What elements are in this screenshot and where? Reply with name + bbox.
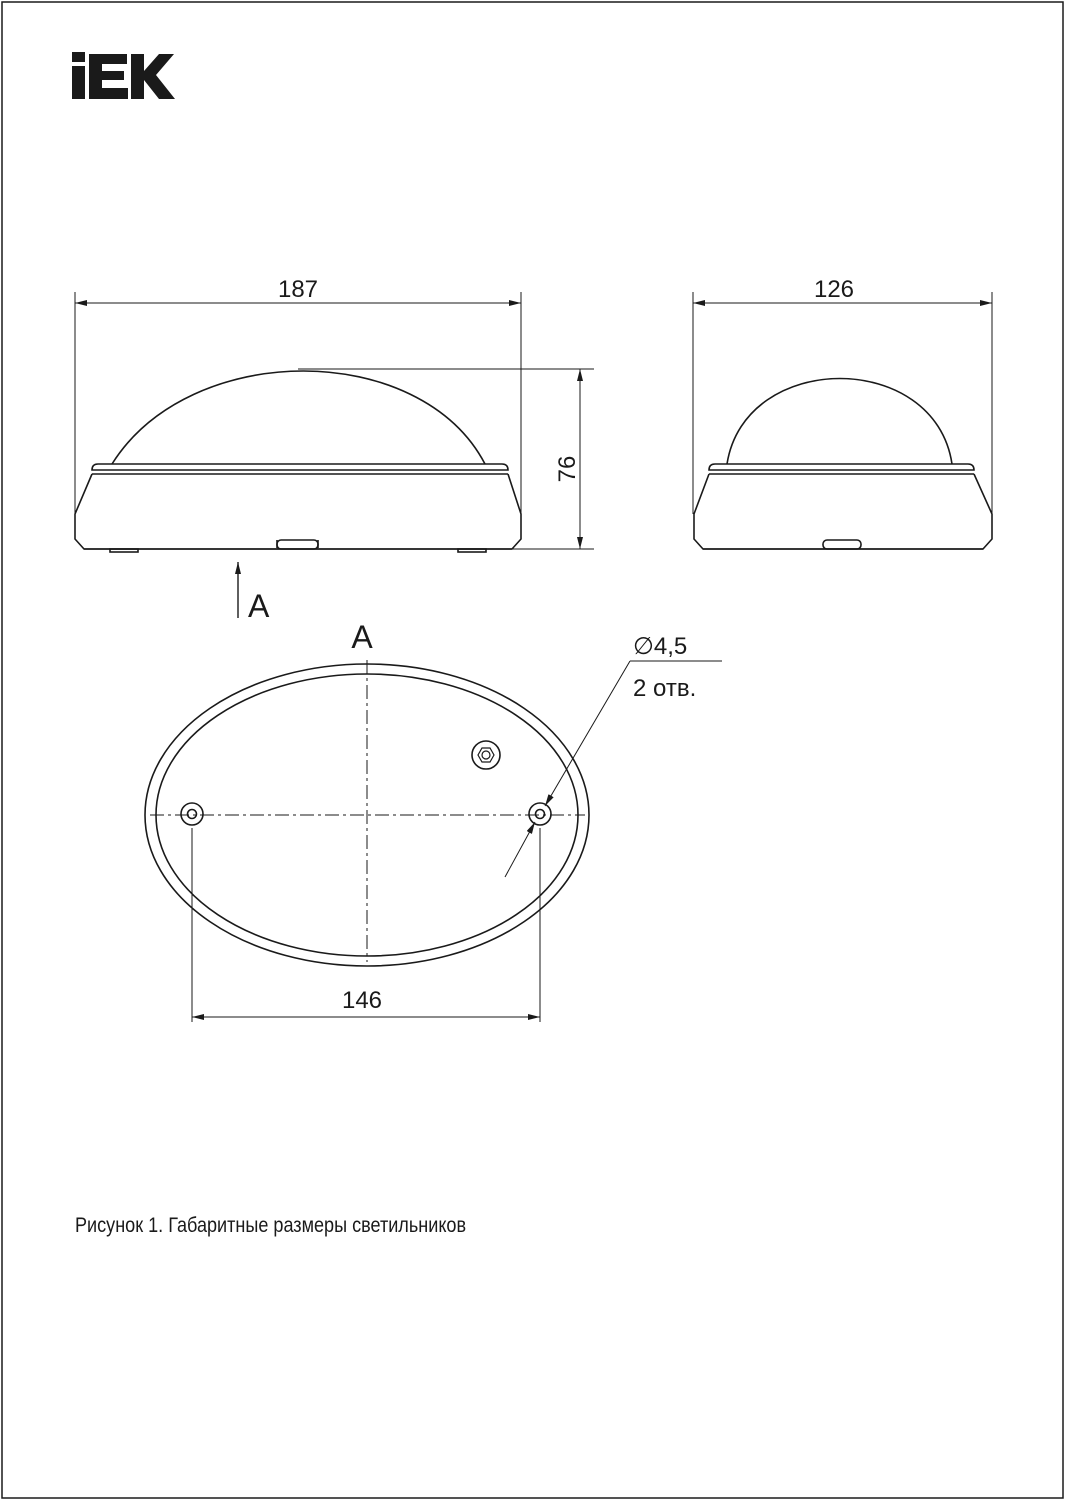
- bottom-view: [145, 660, 589, 966]
- front-width-label: 187: [277, 276, 319, 303]
- figure-caption: Рисунок 1. Габаритные размеры светильников: [75, 1214, 467, 1237]
- iek-logo: [72, 52, 175, 99]
- view-a-arrow-label: A: [248, 588, 270, 624]
- side-width-dimension: [693, 292, 992, 514]
- sheet-border: [2, 2, 1063, 1498]
- side-width-label: 126: [813, 276, 855, 303]
- hole-diameter-label: ∅4,5: [633, 633, 688, 660]
- height-dimension: [298, 369, 594, 549]
- side-view: [694, 379, 992, 550]
- height-label: 76: [554, 455, 581, 483]
- bottom-view-label: A: [351, 619, 373, 655]
- front-width-dimension: [75, 292, 521, 514]
- hole-count-label: 2 отв.: [633, 675, 697, 702]
- hole-spacing-label: 146: [341, 987, 383, 1014]
- front-view: [75, 371, 521, 552]
